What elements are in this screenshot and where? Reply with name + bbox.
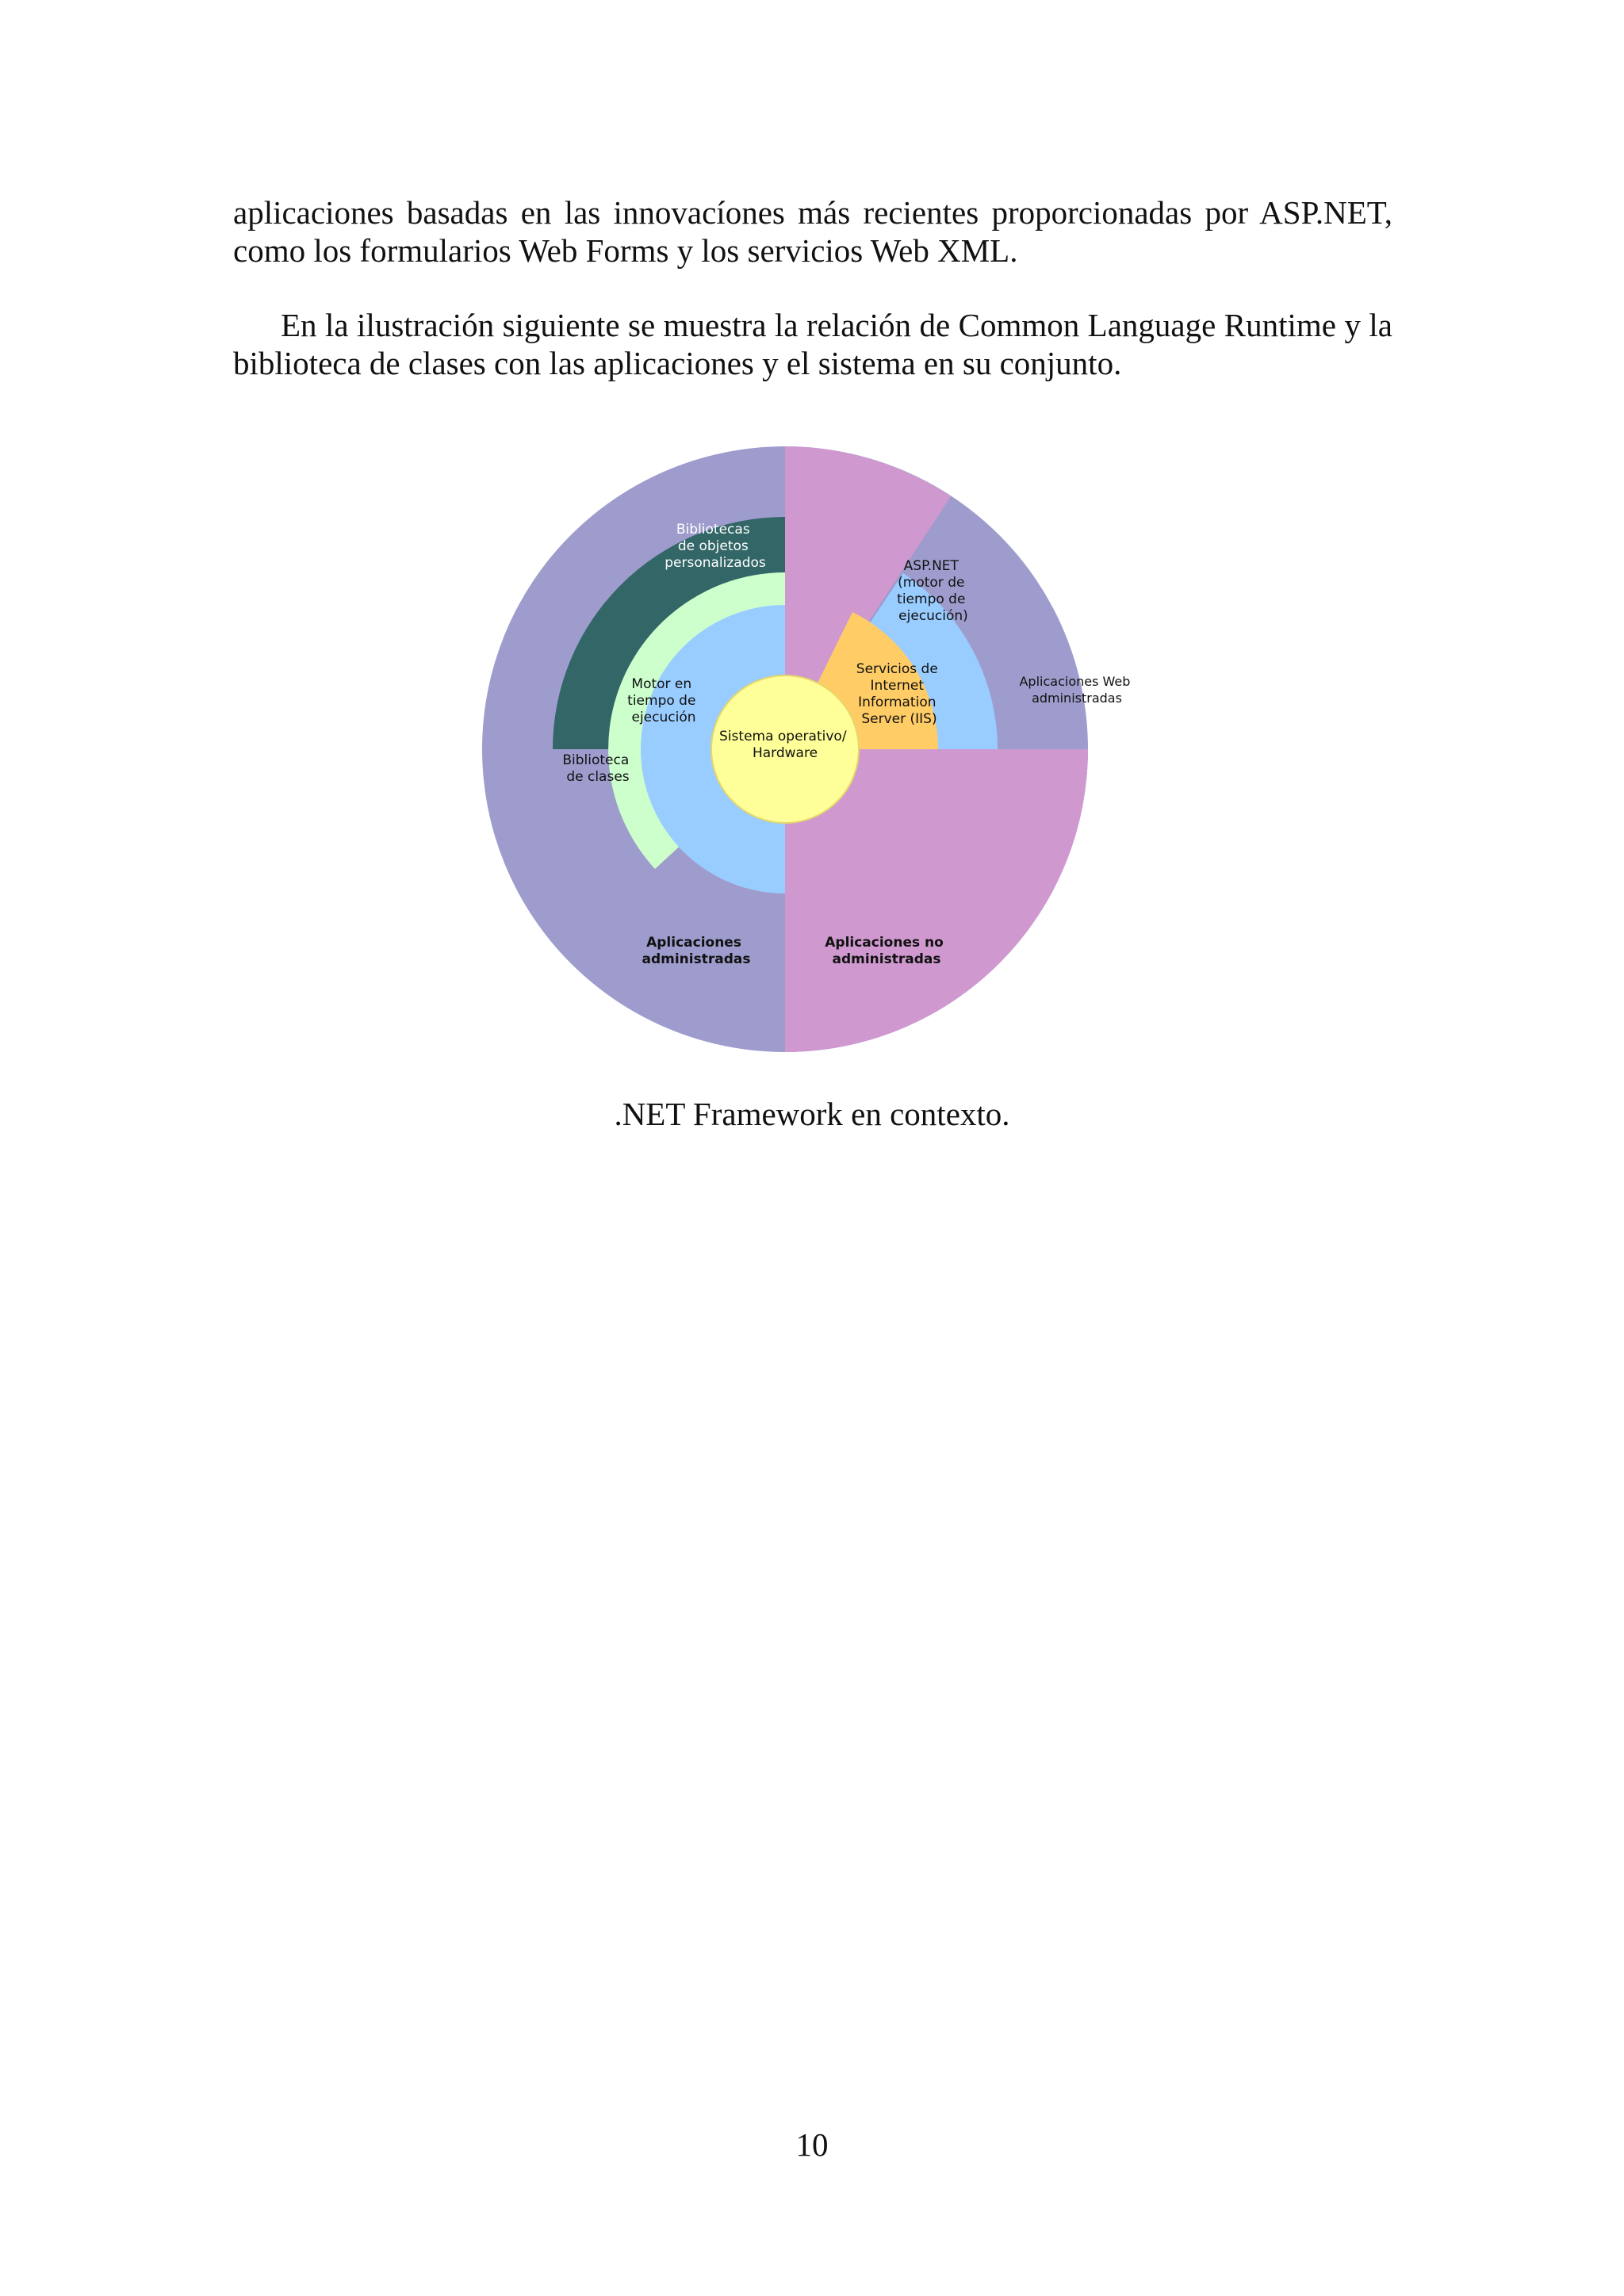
os-hardware-label: Sistema operativo/ Hardware (719, 729, 847, 761)
class-library-label: Biblioteca de clases (562, 752, 630, 785)
page-number: 10 (795, 2126, 829, 2163)
body-paragraph: En la ilustración siguiente se muestra la relación de Common Language Runtime y la biblioteca de clases con las aplicaciones y el sistema en su conjunto. (233, 307, 1392, 381)
web-apps-label: Aplicaciones Web administradas (1019, 674, 1131, 706)
unmanaged-apps-label: Aplicaciones no administradas (825, 935, 944, 967)
iis-label: Servicios de Internet Information Server (IIS) (856, 661, 938, 727)
runtime-label: Motor en tiempo de ejecución (627, 676, 696, 725)
managed-apps-label: Aplicaciones administradas (642, 935, 751, 967)
custom-libraries-label: Bibliotecas de objetos personalizados (665, 522, 766, 571)
aspnet-label: ASP.NET (motor de tiempo de ejecución) (897, 558, 968, 624)
figure-caption: .NET Framework en contexto. (614, 1096, 1010, 1132)
body-paragraph: aplicaciones basadas en las innovacíones más recientes proporcionadas por ASP.NET, como los formularios Web Forms y los servicios Web XML. (233, 194, 1392, 269)
net-framework-diagram (468, 432, 1131, 1066)
